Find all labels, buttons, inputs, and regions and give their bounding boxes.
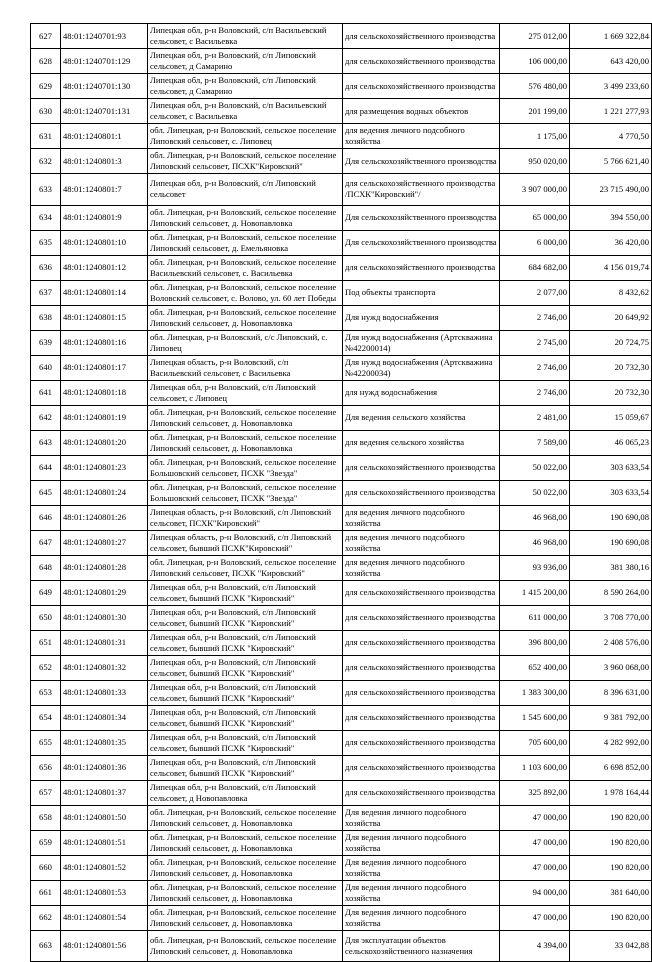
area-cell: 201 199,00 bbox=[500, 99, 570, 124]
cadastral-value-cell: 381 640,00 bbox=[570, 880, 652, 905]
row-number-cell: 662 bbox=[31, 905, 61, 930]
cadastral-number-cell: 48:01:1240801:37 bbox=[61, 780, 148, 805]
table-row bbox=[31, 280, 652, 305]
row-number-cell: 630 bbox=[31, 99, 61, 124]
cadastral-value-cell: 1 221 277,93 bbox=[570, 99, 652, 124]
permitted-use-cell: Для ведения личного подсобного хозяйства bbox=[343, 805, 500, 830]
table-row bbox=[31, 680, 652, 705]
row-number-cell: 640 bbox=[31, 355, 61, 380]
row-number-cell: 649 bbox=[31, 580, 61, 605]
permitted-use-cell: для сельскохозяйственного производства bbox=[343, 74, 500, 99]
table-row bbox=[31, 755, 652, 780]
area-cell: 2 481,00 bbox=[500, 405, 570, 430]
table-row bbox=[31, 99, 652, 124]
permitted-use-cell: для ведения личного подсобного хозяйства bbox=[343, 124, 500, 149]
permitted-use-cell: Для сельскохозяйственного производства bbox=[343, 149, 500, 174]
table-row bbox=[31, 305, 652, 330]
cadastral-number-cell: 48:01:1240701:93 bbox=[61, 24, 148, 49]
cadastral-value-cell: 36 420,00 bbox=[570, 230, 652, 255]
permitted-use-cell: Для сельскохозяйственного производства bbox=[343, 230, 500, 255]
row-number-cell: 635 bbox=[31, 230, 61, 255]
area-cell: 950 020,00 bbox=[500, 149, 570, 174]
permitted-use-cell: для сельскохозяйственного производства bbox=[343, 605, 500, 630]
area-cell: 93 936,00 bbox=[500, 555, 570, 580]
row-number-cell: 658 bbox=[31, 805, 61, 830]
permitted-use-cell: Для нужд водоснабжения (Артскважина №42200014) bbox=[343, 330, 500, 355]
permitted-use-cell: Для ведения сельского хозяйства bbox=[343, 405, 500, 430]
area-cell: 50 022,00 bbox=[500, 480, 570, 505]
permitted-use-cell: для ведения личного подсобного хозяйства bbox=[343, 505, 500, 530]
cadastral-value-cell: 3 708 770,00 bbox=[570, 605, 652, 630]
table-row bbox=[31, 730, 652, 755]
table-row bbox=[31, 505, 652, 530]
cadastral-value-cell: 1 669 322,84 bbox=[570, 24, 652, 49]
cadastral-value-cell: 8 432,62 bbox=[570, 280, 652, 305]
address-cell: обл. Липецкая, р-н Воловский, сельское поселение Большовский сельсовет, ПСХК "Звезда" bbox=[148, 480, 343, 505]
area-cell: 611 000,00 bbox=[500, 605, 570, 630]
permitted-use-cell: для сельскохозяйственного производства bbox=[343, 455, 500, 480]
cadastral-value-cell: 20 649,92 bbox=[570, 305, 652, 330]
table-row bbox=[31, 174, 652, 206]
cadastral-value-cell: 8 590 264,00 bbox=[570, 580, 652, 605]
row-number-cell: 661 bbox=[31, 880, 61, 905]
cadastral-number-cell: 48:01:1240801:29 bbox=[61, 580, 148, 605]
table-row bbox=[31, 230, 652, 255]
cadastral-number-cell: 48:01:1240801:32 bbox=[61, 655, 148, 680]
address-cell: Липецкая обл, р-н Воловский, с/п Липовский сельсовет, д Новопавловка bbox=[148, 780, 343, 805]
address-cell: обл. Липецкая, р-н Воловский, сельское поселение Липовский сельсовет, д. Новопавловка bbox=[148, 930, 343, 962]
row-number-cell: 659 bbox=[31, 830, 61, 855]
cadastral-value-cell: 190 820,00 bbox=[570, 855, 652, 880]
area-cell: 652 400,00 bbox=[500, 655, 570, 680]
cadastral-number-cell: 48:01:1240701:129 bbox=[61, 49, 148, 74]
cadastral-value-cell: 381 380,16 bbox=[570, 555, 652, 580]
permitted-use-cell: для размещения водных объектов bbox=[343, 99, 500, 124]
row-number-cell: 655 bbox=[31, 730, 61, 755]
permitted-use-cell: для ведения личного подсобного хозяйства bbox=[343, 555, 500, 580]
cadastral-number-cell: 48:01:1240801:1 bbox=[61, 124, 148, 149]
cadastral-value-cell: 2 408 576,00 bbox=[570, 630, 652, 655]
cadastral-number-cell: 48:01:1240801:53 bbox=[61, 880, 148, 905]
row-number-cell: 654 bbox=[31, 705, 61, 730]
area-cell: 46 968,00 bbox=[500, 530, 570, 555]
cadastral-value-cell: 23 715 490,00 bbox=[570, 174, 652, 206]
cadastral-number-cell: 48:01:1240801:17 bbox=[61, 355, 148, 380]
cadastral-number-cell: 48:01:1240801:12 bbox=[61, 255, 148, 280]
address-cell: обл. Липецкая, р-н Воловский, сельское поселение Липовский сельсовет, д. Новопавловка bbox=[148, 855, 343, 880]
address-cell: обл. Липецкая, р-н Воловский, сельское поселение Липовский сельсовет, с. Липовец bbox=[148, 124, 343, 149]
cadastral-value-cell: 6 698 852,00 bbox=[570, 755, 652, 780]
permitted-use-cell: для сельскохозяйственного производства bbox=[343, 49, 500, 74]
table-row bbox=[31, 555, 652, 580]
cadastral-number-cell: 48:01:1240801:19 bbox=[61, 405, 148, 430]
address-cell: Липецкая обл, р-н Воловский, с/п Липовский сельсовет, бывший ПСХК "Кировский" bbox=[148, 580, 343, 605]
area-cell: 7 589,00 bbox=[500, 430, 570, 455]
address-cell: обл. Липецкая, р-н Воловский, сельское поселение Липовский сельсовет, д. Новопавловка bbox=[148, 305, 343, 330]
row-number-cell: 646 bbox=[31, 505, 61, 530]
permitted-use-cell: для сельскохозяйственного производства bbox=[343, 680, 500, 705]
area-cell: 396 800,00 bbox=[500, 630, 570, 655]
table-row bbox=[31, 805, 652, 830]
area-cell: 94 000,00 bbox=[500, 880, 570, 905]
row-number-cell: 663 bbox=[31, 930, 61, 962]
cadastral-number-cell: 48:01:1240801:23 bbox=[61, 455, 148, 480]
address-cell: Липецкая обл, р-н Воловский, с/п Липовский сельсовет bbox=[148, 174, 343, 206]
cadastral-value-cell: 46 065,23 bbox=[570, 430, 652, 455]
permitted-use-cell: Для сельскохозяйственного производства bbox=[343, 205, 500, 230]
table-row bbox=[31, 855, 652, 880]
address-cell: обл. Липецкая, р-н Воловский, сельское поселение Воловский сельсовет, с. Волово, ул. 60 лет Победы bbox=[148, 280, 343, 305]
address-cell: обл. Липецкая, р-н Воловский, сельское поселение Большовский сельсовет, ПСХК "Звезда" bbox=[148, 455, 343, 480]
area-cell: 106 000,00 bbox=[500, 49, 570, 74]
area-cell: 1 545 600,00 bbox=[500, 705, 570, 730]
cadastral-value-cell: 303 633,54 bbox=[570, 480, 652, 505]
area-cell: 4 394,00 bbox=[500, 930, 570, 962]
table-row bbox=[31, 655, 652, 680]
permitted-use-cell: для сельскохозяйственного производства bbox=[343, 705, 500, 730]
area-cell: 2 077,00 bbox=[500, 280, 570, 305]
table-row bbox=[31, 830, 652, 855]
permitted-use-cell: Для ведения личного подсобного хозяйства bbox=[343, 905, 500, 930]
cadastral-value-cell: 15 059,67 bbox=[570, 405, 652, 430]
cadastral-number-cell: 48:01:1240801:31 bbox=[61, 630, 148, 655]
table-row bbox=[31, 405, 652, 430]
address-cell: Липецкая обл, р-н Воловский, с/п Липовский сельсовет, бывший ПСХК "Кировский" bbox=[148, 605, 343, 630]
table-row bbox=[31, 580, 652, 605]
cadastral-value-cell: 394 550,00 bbox=[570, 205, 652, 230]
permitted-use-cell: Для ведения личного подсобного хозяйства bbox=[343, 830, 500, 855]
table-row bbox=[31, 905, 652, 930]
row-number-cell: 636 bbox=[31, 255, 61, 280]
cadastral-value-cell: 643 420,00 bbox=[570, 49, 652, 74]
table-row bbox=[31, 930, 652, 962]
area-cell: 47 000,00 bbox=[500, 905, 570, 930]
address-cell: обл. Липецкая, р-н Воловский, сельское поселение Липовский сельсовет, д. Новопавловка bbox=[148, 405, 343, 430]
row-number-cell: 638 bbox=[31, 305, 61, 330]
area-cell: 2 746,00 bbox=[500, 380, 570, 405]
row-number-cell: 641 bbox=[31, 380, 61, 405]
row-number-cell: 650 bbox=[31, 605, 61, 630]
cadastral-value-cell: 3 960 068,00 bbox=[570, 655, 652, 680]
permitted-use-cell: для ведения личного подсобного хозяйства bbox=[343, 530, 500, 555]
area-cell: 46 968,00 bbox=[500, 505, 570, 530]
cadastral-number-cell: 48:01:1240701:131 bbox=[61, 99, 148, 124]
table-row bbox=[31, 149, 652, 174]
cadastral-value-cell: 20 732,30 bbox=[570, 380, 652, 405]
cadastral-number-cell: 48:01:1240801:9 bbox=[61, 205, 148, 230]
address-cell: Липецкая обл, р-н Воловский, с/п Липовский сельсовет, бывший ПСХК "Кировский" bbox=[148, 730, 343, 755]
cadastral-value-cell: 4 156 019,74 bbox=[570, 255, 652, 280]
row-number-cell: 657 bbox=[31, 780, 61, 805]
address-cell: Липецкая обл, р-н Воловский, с/п Липовский сельсовет, бывший ПСХК "Кировский" bbox=[148, 705, 343, 730]
area-cell: 47 000,00 bbox=[500, 830, 570, 855]
area-cell: 50 022,00 bbox=[500, 455, 570, 480]
row-number-cell: 656 bbox=[31, 755, 61, 780]
cadastral-value-cell: 3 499 233,60 bbox=[570, 74, 652, 99]
area-cell: 2 746,00 bbox=[500, 355, 570, 380]
area-cell: 3 907 000,00 bbox=[500, 174, 570, 206]
row-number-cell: 637 bbox=[31, 280, 61, 305]
cadastral-number-cell: 48:01:1240801:28 bbox=[61, 555, 148, 580]
cadastral-value-cell: 303 633,54 bbox=[570, 455, 652, 480]
cadastral-number-cell: 48:01:1240801:27 bbox=[61, 530, 148, 555]
address-cell: Липецкая обл, р-н Воловский, с/п Липовский сельсовет, д Самарино bbox=[148, 49, 343, 74]
area-cell: 1 383 300,00 bbox=[500, 680, 570, 705]
table-row bbox=[31, 49, 652, 74]
table-row bbox=[31, 705, 652, 730]
permitted-use-cell: для сельскохозяйственного производства bbox=[343, 580, 500, 605]
cadastral-value-cell: 190 820,00 bbox=[570, 905, 652, 930]
cadastral-number-cell: 48:01:1240801:36 bbox=[61, 755, 148, 780]
cadastral-number-cell: 48:01:1240801:3 bbox=[61, 149, 148, 174]
address-cell: Липецкая область, р-н Воловский, с/п Васильевский сельсовет, с Васильевка bbox=[148, 355, 343, 380]
area-cell: 325 892,00 bbox=[500, 780, 570, 805]
cadastral-number-cell: 48:01:1240801:33 bbox=[61, 680, 148, 705]
table-row bbox=[31, 430, 652, 455]
table-row bbox=[31, 455, 652, 480]
cadastral-number-cell: 48:01:1240801:30 bbox=[61, 605, 148, 630]
table-row bbox=[31, 124, 652, 149]
cadastral-value-cell: 4 770,50 bbox=[570, 124, 652, 149]
row-number-cell: 633 bbox=[31, 174, 61, 206]
address-cell: Липецкая обл, р-н Воловский, с/п Васильевский сельсовет, с Васильевка bbox=[148, 99, 343, 124]
cadastral-number-cell: 48:01:1240801:54 bbox=[61, 905, 148, 930]
row-number-cell: 648 bbox=[31, 555, 61, 580]
permitted-use-cell: для сельскохозяйственного производства bbox=[343, 730, 500, 755]
table-body bbox=[31, 24, 652, 962]
cadastral-number-cell: 48:01:1240801:34 bbox=[61, 705, 148, 730]
address-cell: обл. Липецкая, р-н Воловский, сельское поселение Липовский сельсовет, д. Новопавловка bbox=[148, 430, 343, 455]
address-cell: обл. Липецкая, р-н Воловский, сельское поселение Липовский сельсовет, д. Новопавловка bbox=[148, 205, 343, 230]
area-cell: 2 746,00 bbox=[500, 305, 570, 330]
area-cell: 65 000,00 bbox=[500, 205, 570, 230]
cadastral-value-cell: 190 820,00 bbox=[570, 805, 652, 830]
permitted-use-cell: Под объекты транспорта bbox=[343, 280, 500, 305]
permitted-use-cell: для сельскохозяйственного производства bbox=[343, 755, 500, 780]
table-row bbox=[31, 480, 652, 505]
permitted-use-cell: Для эксплуатации объектов сельскохозяйственного назначения bbox=[343, 930, 500, 962]
permitted-use-cell: для сельскохозяйственного производства bbox=[343, 480, 500, 505]
cadastral-number-cell: 48:01:1240801:20 bbox=[61, 430, 148, 455]
address-cell: Липецкая обл, р-н Воловский, с/п Липовский сельсовет, с Липовец bbox=[148, 380, 343, 405]
row-number-cell: 653 bbox=[31, 680, 61, 705]
cadastral-number-cell: 48:01:1240801:50 bbox=[61, 805, 148, 830]
cadastral-value-cell: 190 820,00 bbox=[570, 830, 652, 855]
table-row bbox=[31, 255, 652, 280]
cadastral-number-cell: 48:01:1240801:56 bbox=[61, 930, 148, 962]
cadastral-value-cell: 33 042,88 bbox=[570, 930, 652, 962]
land-register-table bbox=[30, 23, 652, 962]
address-cell: Липецкая обл, р-н Воловский, с/п Липовский сельсовет, бывший ПСХК "Кировский" bbox=[148, 655, 343, 680]
address-cell: Липецкая обл, р-н Воловский, с/п Липовский сельсовет, бывший ПСХК "Кировский" bbox=[148, 630, 343, 655]
permitted-use-cell: для сельскохозяйственного производства /ПСХК"Кировский"/ bbox=[343, 174, 500, 206]
table-row bbox=[31, 630, 652, 655]
row-number-cell: 643 bbox=[31, 430, 61, 455]
address-cell: обл. Липецкая, р-н Воловский, сельское поселение Липовский сельсовет, д. Новопавловка bbox=[148, 830, 343, 855]
permitted-use-cell: для сельскохозяйственного производства bbox=[343, 655, 500, 680]
permitted-use-cell: для сельскохозяйственного производства bbox=[343, 255, 500, 280]
row-number-cell: 645 bbox=[31, 480, 61, 505]
table-row bbox=[31, 74, 652, 99]
address-cell: обл. Липецкая, р-н Воловский, сельское поселение Липовский сельсовет, д. Емельяновка bbox=[148, 230, 343, 255]
table-row bbox=[31, 780, 652, 805]
address-cell: Липецкая область, р-н Воловский, с/п Липовский сельсовет, ПСХК"Кировский" bbox=[148, 505, 343, 530]
cadastral-number-cell: 48:01:1240801:10 bbox=[61, 230, 148, 255]
row-number-cell: 631 bbox=[31, 124, 61, 149]
cadastral-value-cell: 190 690,08 bbox=[570, 505, 652, 530]
permitted-use-cell: для ведения сельского хозяйства bbox=[343, 430, 500, 455]
address-cell: обл. Липецкая, р-н Воловский, с/с Липовский, с. Липовец bbox=[148, 330, 343, 355]
address-cell: обл. Липецкая, р-н Воловский, сельское поселение Васильевский сельсовет, с. Васильевка bbox=[148, 255, 343, 280]
row-number-cell: 642 bbox=[31, 405, 61, 430]
area-cell: 1 175,00 bbox=[500, 124, 570, 149]
table-row bbox=[31, 330, 652, 355]
table-row bbox=[31, 24, 652, 49]
cadastral-value-cell: 20 724,75 bbox=[570, 330, 652, 355]
address-cell: обл. Липецкая, р-н Воловский, сельское поселение Липовский сельсовет, д. Новопавловка bbox=[148, 805, 343, 830]
cadastral-number-cell: 48:01:1240801:16 bbox=[61, 330, 148, 355]
row-number-cell: 647 bbox=[31, 530, 61, 555]
cadastral-value-cell: 8 396 631,00 bbox=[570, 680, 652, 705]
row-number-cell: 627 bbox=[31, 24, 61, 49]
table-row bbox=[31, 530, 652, 555]
row-number-cell: 651 bbox=[31, 630, 61, 655]
address-cell: обл. Липецкая, р-н Воловский, сельское поселение Липовский сельсовет, д. Новопавловка bbox=[148, 880, 343, 905]
area-cell: 47 000,00 bbox=[500, 855, 570, 880]
address-cell: обл. Липецкая, р-н Воловский, сельское поселение Липовский сельсовет, ПСХК "Кировский" bbox=[148, 555, 343, 580]
row-number-cell: 652 bbox=[31, 655, 61, 680]
cadastral-number-cell: 48:01:1240801:51 bbox=[61, 830, 148, 855]
cadastral-number-cell: 48:01:1240801:35 bbox=[61, 730, 148, 755]
address-cell: Липецкая обл, р-н Воловский, с/п Липовский сельсовет, д Самарино bbox=[148, 74, 343, 99]
row-number-cell: 628 bbox=[31, 49, 61, 74]
row-number-cell: 660 bbox=[31, 855, 61, 880]
table-row bbox=[31, 205, 652, 230]
permitted-use-cell: для нужд водоснабжения bbox=[343, 380, 500, 405]
address-cell: Липецкая обл, р-н Воловский, с/п Васильевский сельсовет, с Васильевка bbox=[148, 24, 343, 49]
row-number-cell: 644 bbox=[31, 455, 61, 480]
area-cell: 47 000,00 bbox=[500, 805, 570, 830]
area-cell: 684 682,00 bbox=[500, 255, 570, 280]
cadastral-number-cell: 48:01:1240701:130 bbox=[61, 74, 148, 99]
row-number-cell: 639 bbox=[31, 330, 61, 355]
cadastral-number-cell: 48:01:1240801:7 bbox=[61, 174, 148, 206]
cadastral-value-cell: 1 978 164,44 bbox=[570, 780, 652, 805]
area-cell: 1 415 200,00 bbox=[500, 580, 570, 605]
area-cell: 576 480,00 bbox=[500, 74, 570, 99]
table-row bbox=[31, 880, 652, 905]
area-cell: 275 012,00 bbox=[500, 24, 570, 49]
address-cell: Липецкая обл, р-н Воловский, с/п Липовский сельсовет, бывший ПСХК "Кировский" bbox=[148, 755, 343, 780]
row-number-cell: 632 bbox=[31, 149, 61, 174]
cadastral-number-cell: 48:01:1240801:24 bbox=[61, 480, 148, 505]
permitted-use-cell: Для ведения личного подсобного хозяйства bbox=[343, 880, 500, 905]
cadastral-value-cell: 190 690,08 bbox=[570, 530, 652, 555]
area-cell: 2 745,00 bbox=[500, 330, 570, 355]
permitted-use-cell: Для нужд водоснабжения bbox=[343, 305, 500, 330]
area-cell: 1 103 600,00 bbox=[500, 755, 570, 780]
cadastral-number-cell: 48:01:1240801:26 bbox=[61, 505, 148, 530]
table-row bbox=[31, 605, 652, 630]
permitted-use-cell: для сельскохозяйственного производства bbox=[343, 630, 500, 655]
cadastral-number-cell: 48:01:1240801:15 bbox=[61, 305, 148, 330]
cadastral-number-cell: 48:01:1240801:14 bbox=[61, 280, 148, 305]
cadastral-value-cell: 5 766 621,40 bbox=[570, 149, 652, 174]
permitted-use-cell: для сельскохозяйственного производства bbox=[343, 780, 500, 805]
cadastral-value-cell: 4 282 992,00 bbox=[570, 730, 652, 755]
address-cell: обл. Липецкая, р-н Воловский, сельское поселение Липовский сельсовет, ПСХК"Кировский" bbox=[148, 149, 343, 174]
cadastral-value-cell: 9 381 792,00 bbox=[570, 705, 652, 730]
permitted-use-cell: Для нужд водоснабжения (Артскважина №42200034) bbox=[343, 355, 500, 380]
area-cell: 705 600,00 bbox=[500, 730, 570, 755]
table-row bbox=[31, 380, 652, 405]
permitted-use-cell: Для ведения личного подсобного хозяйства bbox=[343, 855, 500, 880]
table-row bbox=[31, 355, 652, 380]
cadastral-number-cell: 48:01:1240801:18 bbox=[61, 380, 148, 405]
area-cell: 6 000,00 bbox=[500, 230, 570, 255]
permitted-use-cell: для сельскохозяйственного производства bbox=[343, 24, 500, 49]
address-cell: обл. Липецкая, р-н Воловский, сельское поселение Липовский сельсовет, д. Новопавловка bbox=[148, 905, 343, 930]
row-number-cell: 629 bbox=[31, 74, 61, 99]
cadastral-value-cell: 20 732,30 bbox=[570, 355, 652, 380]
address-cell: Липецкая обл, р-н Воловский, с/п Липовский сельсовет, бывший ПСХК "Кировский" bbox=[148, 680, 343, 705]
address-cell: Липецкая область, р-н Воловский, с/п Липовский сельсовет, бывший ПСХК"Кировский" bbox=[148, 530, 343, 555]
cadastral-number-cell: 48:01:1240801:52 bbox=[61, 855, 148, 880]
row-number-cell: 634 bbox=[31, 205, 61, 230]
